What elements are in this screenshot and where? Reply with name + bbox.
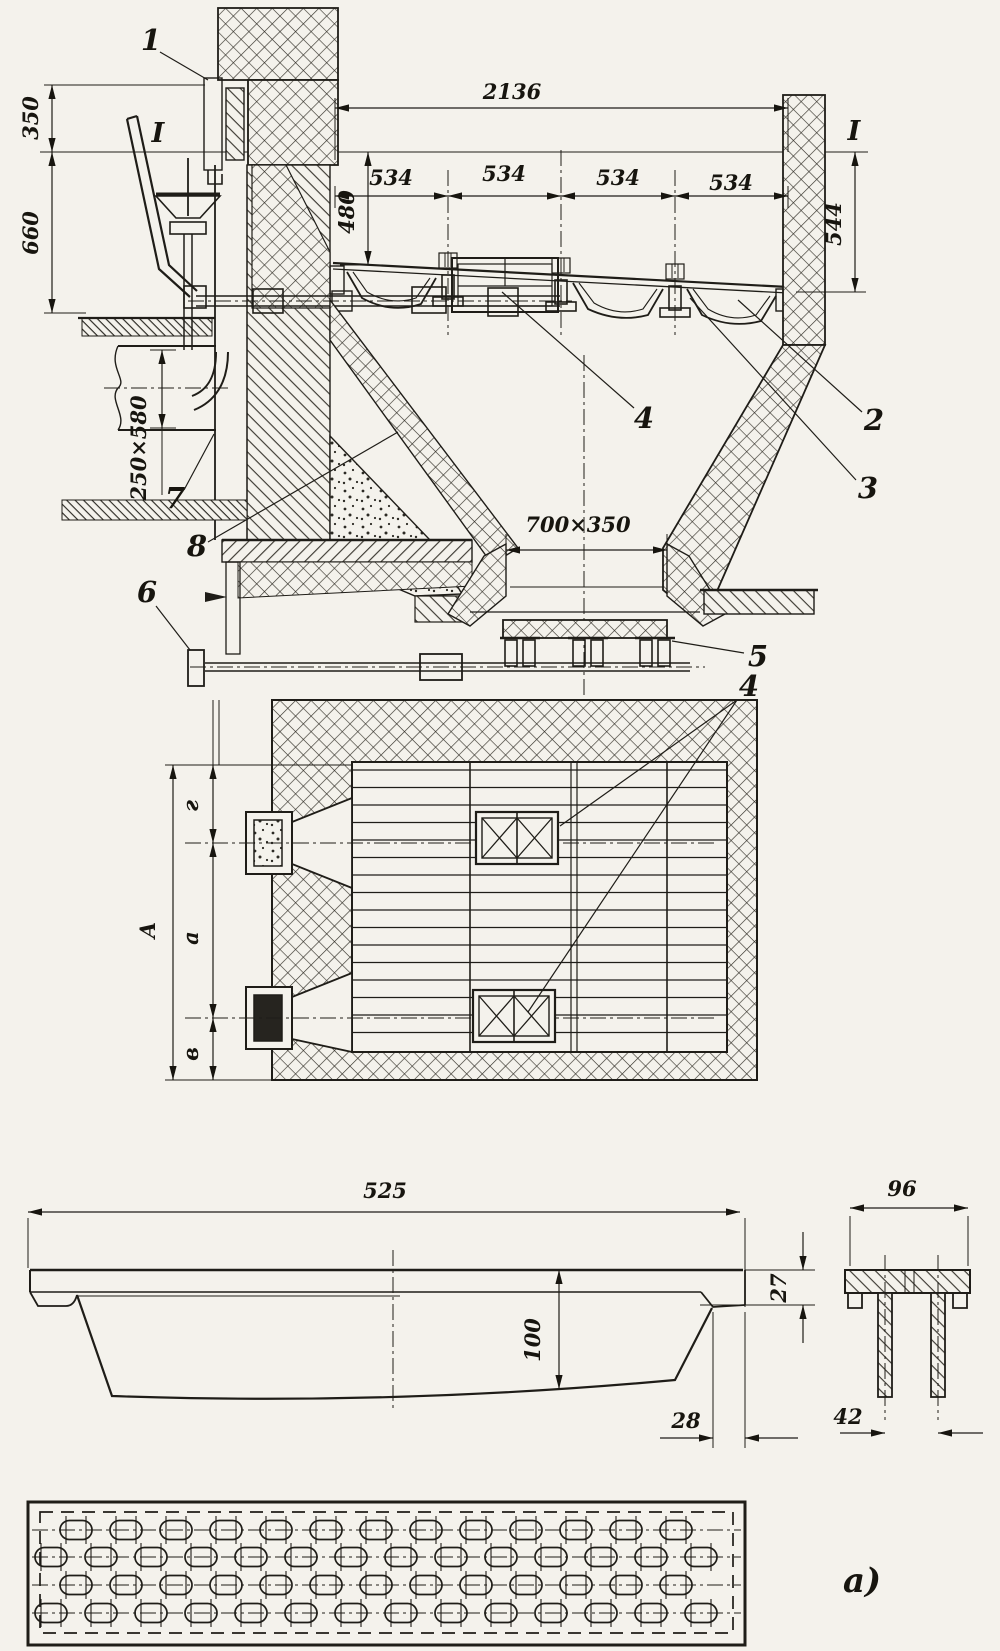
section-mark-right: I	[847, 116, 861, 147]
dim-g: г	[178, 800, 203, 812]
part-label-4-section: 4	[633, 401, 655, 435]
dim-480: 480	[334, 190, 359, 234]
section-mark-left: I	[151, 118, 165, 149]
part-label-6: 6	[136, 575, 158, 609]
hatch-box-upper	[476, 812, 558, 864]
dim-544: 544	[821, 202, 846, 246]
dim-700x350: 700×350	[525, 512, 631, 537]
grate-bar-plan-view	[28, 1502, 745, 1645]
part-label-5: 5	[747, 639, 769, 673]
part-label-1: 1	[140, 23, 162, 57]
dim-100: 100	[520, 1318, 545, 1362]
grate-bar-side-view	[28, 1178, 815, 1448]
dim-42: 42	[833, 1404, 863, 1429]
dim-534-3: 534	[596, 165, 640, 190]
fire-door	[204, 78, 248, 184]
hatch-box-lower	[473, 990, 555, 1042]
dim-250x580: 250×580	[126, 395, 151, 501]
part-label-8: 8	[186, 529, 208, 563]
dim-96: 96	[887, 1176, 917, 1201]
grate-plan-view	[135, 669, 759, 1080]
dim-534-1: 534	[369, 165, 413, 190]
dim-2136: 2136	[482, 79, 542, 104]
part-label-3: 3	[857, 471, 879, 505]
dim-534-2: 534	[482, 161, 526, 186]
dim-a: а	[178, 931, 203, 945]
dim-350: 350	[18, 96, 43, 140]
part-label-2: 2	[863, 403, 885, 437]
dim-525: 525	[363, 1178, 407, 1203]
figure-caption: а)	[842, 1561, 882, 1601]
dim-A: А	[135, 921, 160, 939]
shaker-lever	[127, 116, 206, 308]
dim-27: 27	[766, 1273, 791, 1303]
dim-660: 660	[18, 211, 43, 255]
grate-bar-section-view	[833, 1176, 983, 1433]
dim-534-4: 534	[709, 170, 753, 195]
part-label-4-plan: 4	[738, 669, 760, 703]
dim-28: 28	[671, 1408, 701, 1433]
dim-v: в	[178, 1047, 203, 1061]
furnace-section-view	[18, 8, 884, 700]
ash-pipe	[104, 346, 232, 430]
part-label-7: 7	[164, 481, 186, 515]
